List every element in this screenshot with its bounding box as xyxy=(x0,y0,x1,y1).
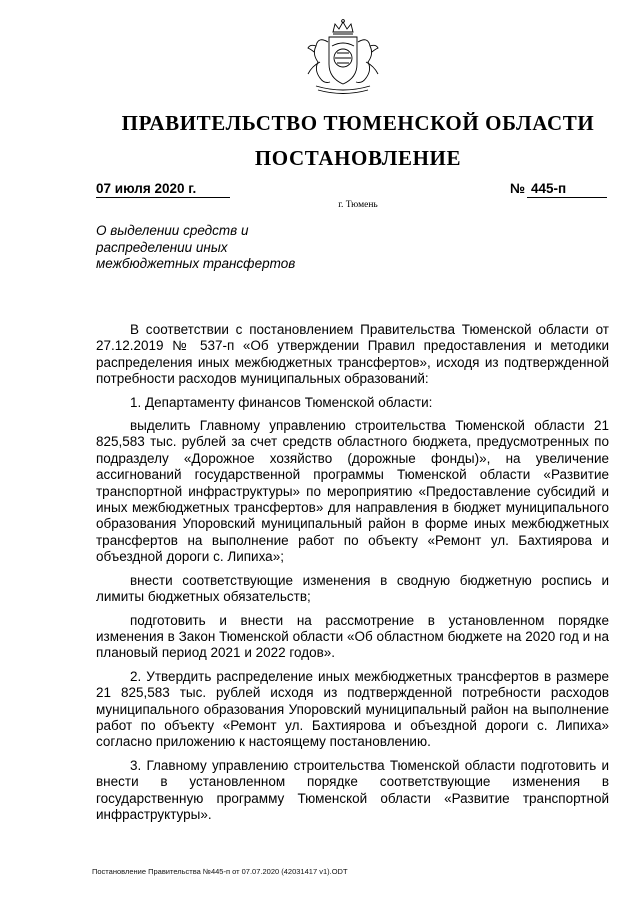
document-subject xyxy=(96,223,295,273)
subject-line: межбюджетных трансфертов xyxy=(96,256,296,271)
coat-of-arms-emblem xyxy=(302,18,384,96)
subject-line: О выделении средств и xyxy=(96,223,249,238)
document-date: 07 июля 2020 г. xyxy=(96,181,230,198)
body-paragraph: выделить Главному управлению строительства Тюменской области 21 825,583 тыс. рублей за счет средств областного бюджета, предусмотренных по подразделу «Дорожное хозяйство (дорожные фонды)», на увеличение ассигнований государственной программы Тюменской области «Развитие транспортной инфраструктуры» по мероприятию «Предоставление субсидий и иных межбюджетных трансфертов» для направления в бюджет муниципального образования Упоровский муниципальный район в форме иных межбюджетных трансфертов на выполнение работ по объекту «Ремонт ул. Бахтиярова и объездной дороги с. Липиха»; xyxy=(96,418,609,565)
document-type-title: ПОСТАНОВЛЕНИЕ xyxy=(254,146,462,170)
body-paragraph: 1. Департаменту финансов Тюменской области: xyxy=(130,394,433,410)
body-paragraph: подготовить и внести на рассмотрение в установленном порядке изменения в Закон Тюменской области «Об областном бюджете на 2020 год и на плановый период 2021 и 2022 годов». xyxy=(96,612,609,661)
number-label: № xyxy=(510,181,526,196)
document-number: 445-п xyxy=(527,181,607,198)
body-paragraph: 2. Утвердить распределение иных межбюджетных трансфертов в размере 21 825,583 тыс. рублей исходя из подтвержденной потребности расходов муниципального образования Упоровский муниципальный район на выполнение работ по объекту «Ремонт ул. Бахтиярова и объездной дороги с. Липиха» согласно приложению к настоящему постановлению. xyxy=(96,668,609,750)
body-paragraph: внести соответствующие изменения в сводную бюджетную роспись и лимиты бюджетных обязательств; xyxy=(96,572,609,605)
city-label: г. Тюмень xyxy=(338,200,378,210)
government-title: ПРАВИТЕЛЬСТВО ТЮМЕНСКОЙ ОБЛАСТИ xyxy=(121,111,595,135)
body-paragraph: 3. Главному управлению строительства Тюменской области подготовить и внести в установленном порядке соответствующие изменения в государственную программу Тюменской области «Развитие транспортной инфраструктуры». xyxy=(96,757,609,822)
body-paragraph: В соответствии с постановлением Правительства Тюменской области от 27.12.2019 № 537-п «Об утверждении Правил предоставления и методики распределения иных межбюджетных трансфертов», исходя из подтвержденной потребности расходов муниципальных образований: xyxy=(96,322,609,387)
subject-line: распределении иных xyxy=(96,239,228,255)
document-body xyxy=(96,322,609,823)
document-footer: Постановление Правительства №445-п от 07.07.2020 (42031417 v1).ODT xyxy=(92,867,348,876)
